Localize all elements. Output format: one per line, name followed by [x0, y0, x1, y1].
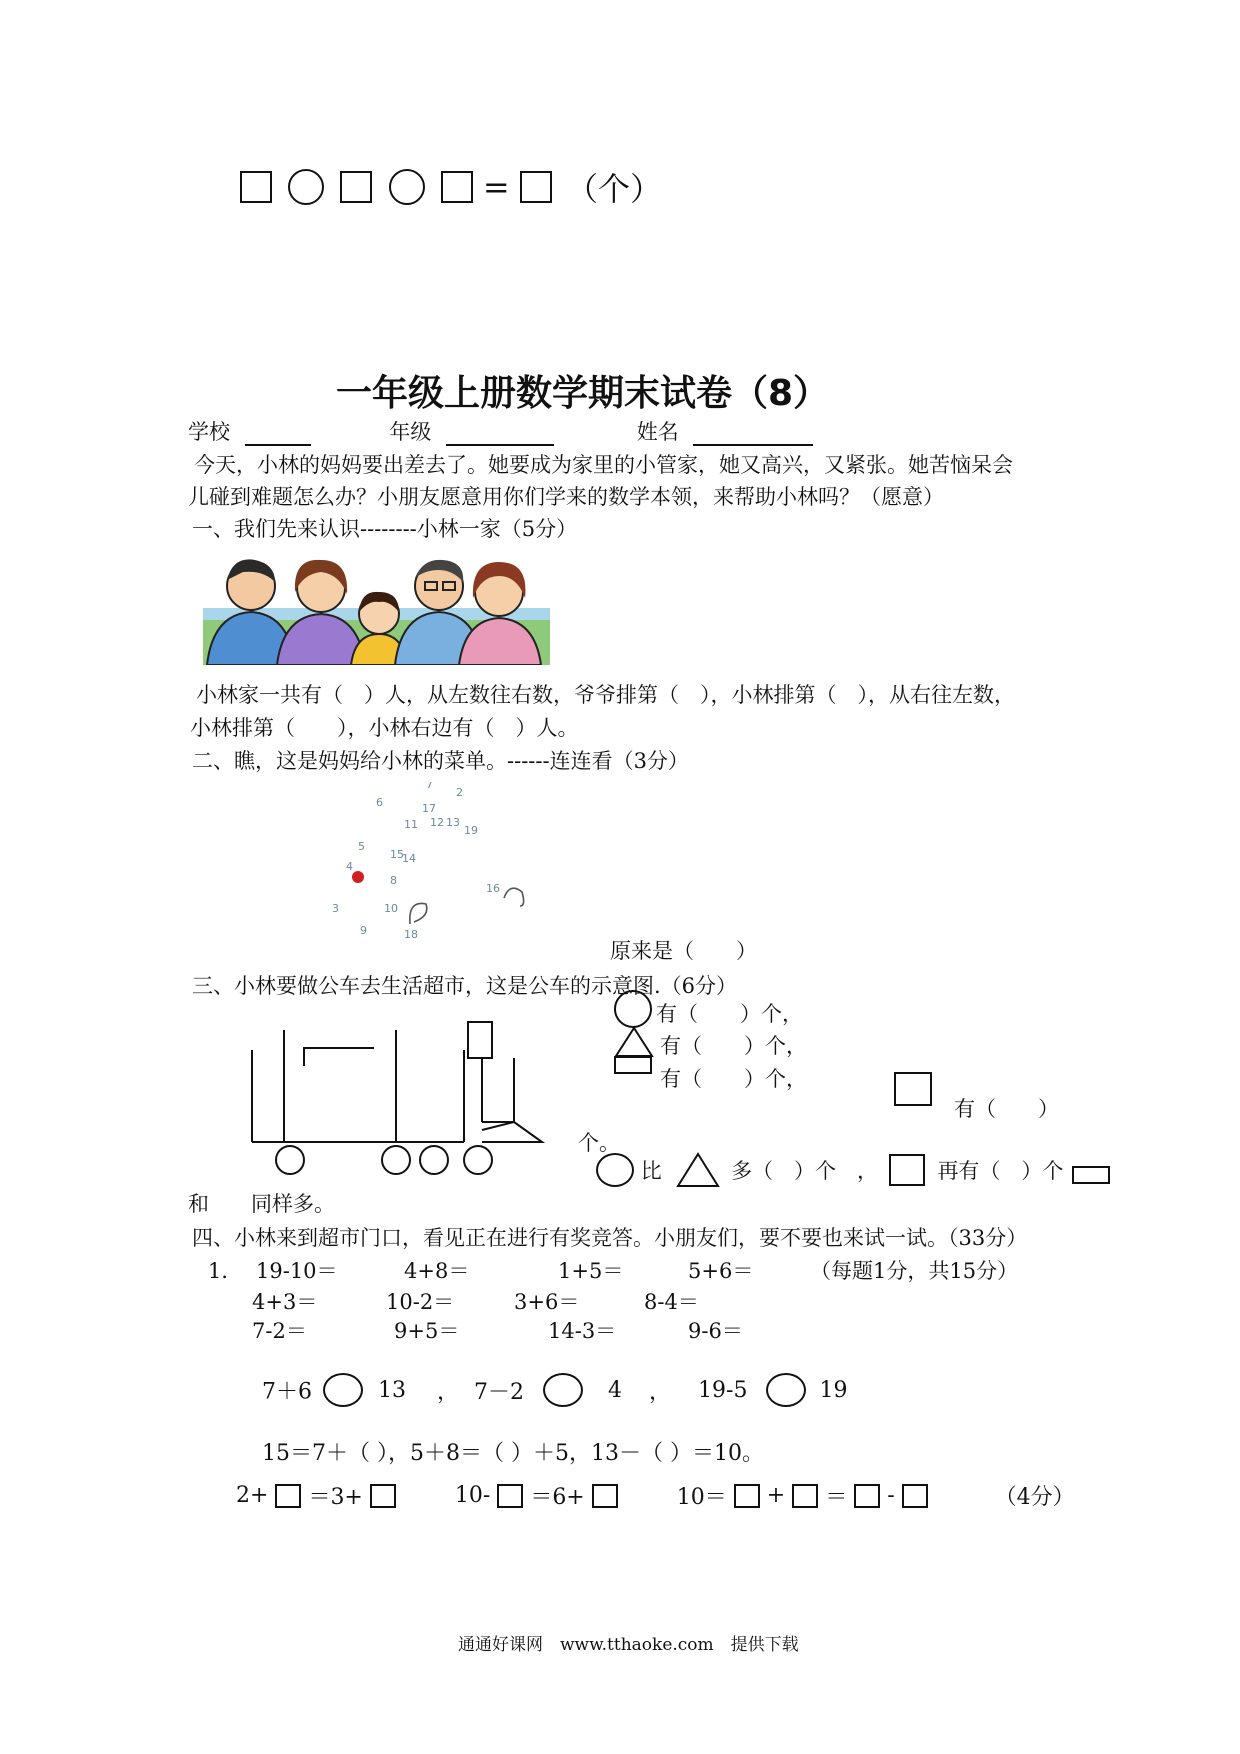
unit-label: （个）: [566, 170, 663, 208]
answer-box[interactable]: [497, 1484, 523, 1508]
compare-again: 再有（ ）个: [937, 1159, 1064, 1183]
rectangle-shape: [1072, 1166, 1110, 1184]
compare-right: 4: [608, 1377, 623, 1403]
box-row: [236, 1480, 1075, 1511]
question-line: 小林排第（ ），小林右边有（ ）人。: [190, 716, 579, 740]
compare-left: 7＋6: [262, 1379, 312, 1405]
dot-label-6: 6: [376, 796, 383, 809]
compare-circle[interactable]: [766, 1373, 806, 1407]
answer-box[interactable]: [902, 1484, 928, 1508]
dot-to-dot-puzzle: [322, 782, 542, 946]
compare-line: [596, 1152, 1063, 1188]
arith-item[interactable]: 19-10＝: [256, 1259, 338, 1283]
section-heading: 三、小林要做公车去生活超市，这是公车的示意图.（6分）: [192, 974, 738, 998]
dot-label-7: 7: [426, 782, 433, 791]
blank-square[interactable]: [441, 171, 473, 203]
dot-label-16: 16: [486, 882, 500, 895]
arith-item[interactable]: 9-6＝: [688, 1319, 743, 1343]
dot-label-19: 19: [464, 824, 478, 837]
separator: ，: [649, 1379, 672, 1405]
compare-right: 13: [378, 1377, 406, 1403]
dot-label-4: 4: [346, 860, 353, 873]
section-heading: 一、我们先来认识--------小林一家（5分）: [192, 517, 578, 541]
compare-circle[interactable]: [323, 1373, 363, 1407]
compare-right: 19: [819, 1377, 848, 1403]
arith-item[interactable]: 3+6＝: [514, 1290, 580, 1314]
compare-left: 7－2: [474, 1379, 525, 1405]
compare-same: 和 同样多。: [188, 1192, 335, 1216]
square-count-line: 有（ ）: [954, 1097, 1059, 1121]
answer-box[interactable]: [275, 1484, 301, 1508]
dot-label-13: 13: [446, 816, 460, 829]
box-text: 10＝: [676, 1485, 727, 1510]
top-equation: [240, 164, 662, 210]
box-text: -: [887, 1483, 895, 1508]
box-text: ＝3+: [308, 1485, 363, 1510]
grade-field[interactable]: [446, 424, 554, 446]
intro-line: 儿碰到难题怎么办？小朋友愿意用你们学来的数学本领，来帮助小林吗？（愿意）: [188, 485, 944, 509]
answer-box[interactable]: [792, 1484, 818, 1508]
arith-item[interactable]: 8-4＝: [644, 1290, 699, 1314]
name-label: 姓名: [636, 420, 679, 444]
compare-bi: 比: [640, 1159, 662, 1183]
separator: ，: [437, 1379, 460, 1405]
box-text: ＝6+: [530, 1485, 585, 1510]
arith-item[interactable]: 7-2＝: [252, 1319, 307, 1343]
box-text: +: [766, 1483, 786, 1508]
dot-marker: [352, 871, 364, 883]
dot-label-14: 14: [402, 852, 416, 865]
arith-item[interactable]: 9+5＝: [394, 1319, 460, 1343]
school-field[interactable]: [245, 424, 311, 446]
compare-left: 19-5: [698, 1377, 748, 1403]
compare-circle[interactable]: [543, 1373, 583, 1407]
info-line: [188, 416, 813, 446]
answer-line: 原来是（ ）: [610, 939, 757, 963]
circle-count-line: 有（ ）个，: [656, 1002, 803, 1026]
dot-label-2: 2: [456, 786, 463, 799]
section-heading: 四、小林来到超市门口，看见正在进行有奖竞答。小朋友们，要不要也来试一试。（33分）: [192, 1226, 1028, 1250]
question-number: 1．: [208, 1259, 243, 1283]
dot-label-5: 5: [358, 840, 365, 853]
arith-item[interactable]: 10-2＝: [386, 1290, 455, 1314]
question-line: 小林家一共有（ ）人，从左数往右数，爷爷排第（ ），小林排第（ ），从右往左数，: [196, 683, 1015, 707]
equals-sign: =: [482, 168, 510, 206]
dot-label-10: 10: [384, 902, 398, 915]
rectangle-shape: [614, 1056, 652, 1074]
box-text: 2+: [236, 1483, 269, 1508]
square-shape: [889, 1154, 925, 1186]
footer: 通通好课网 www.tthaoke.com 提供下载: [458, 1635, 799, 1655]
answer-box[interactable]: [734, 1484, 760, 1508]
unit-text: 个。: [578, 1131, 620, 1155]
section-heading: 二、瞧，这是妈妈给小林的菜单。------连连看（3分）: [192, 749, 689, 773]
dot-label-17: 17: [422, 802, 436, 815]
box-text: 10-: [454, 1483, 491, 1508]
family-illustration: [203, 548, 550, 665]
bus-diagram: [246, 1010, 552, 1176]
compare-row: [262, 1373, 847, 1407]
dot-label-18: 18: [404, 928, 418, 941]
blank-square[interactable]: [340, 171, 372, 203]
box-text: ＝: [825, 1485, 848, 1510]
dot-label-15: 15: [390, 848, 404, 861]
circle-shape: [596, 1153, 634, 1187]
dot-label-3: 3: [332, 902, 339, 915]
school-label: 学校: [188, 420, 230, 444]
triangle-shape: [614, 1026, 654, 1058]
puzzle-stroke: [504, 888, 524, 906]
arith-item[interactable]: 5+6＝: [688, 1259, 754, 1283]
answer-box[interactable]: [370, 1484, 396, 1508]
arith-item[interactable]: 4+8＝: [404, 1259, 470, 1283]
arith-item[interactable]: 1+5＝: [558, 1259, 624, 1283]
score-text: （4分）: [994, 1485, 1075, 1510]
score-note: （每题1分，共15分）: [810, 1259, 1019, 1283]
dot-label-12: 12: [430, 816, 444, 829]
name-field[interactable]: [693, 424, 813, 446]
operator-circle[interactable]: [389, 169, 425, 205]
blank-square[interactable]: [240, 171, 272, 203]
arith-item[interactable]: 4+3＝: [252, 1290, 318, 1314]
circle-shape: [614, 990, 652, 1028]
rectangle-count-line: 有（ ）个，: [660, 1067, 807, 1091]
answer-square[interactable]: [520, 171, 552, 203]
dot-label-11: 11: [404, 818, 418, 831]
page-title: 一年级上册数学期末试卷（8）: [336, 373, 830, 414]
fill-line[interactable]: 15＝7＋（ ），5＋8＝（ ）＋5，13－（ ）＝10。: [262, 1441, 764, 1466]
triangle-shape: [676, 1152, 720, 1188]
intro-line: 今天，小林的妈妈要出差去了。她要成为家里的小管家，她又高兴，又紧张。她苦恼呆会: [194, 453, 1013, 477]
answer-box[interactable]: [592, 1484, 618, 1508]
dot-label-9: 9: [360, 924, 367, 937]
square-shape: [894, 1072, 932, 1106]
compare-more: 多（ ）个 ，: [731, 1159, 879, 1183]
operator-circle[interactable]: [288, 169, 324, 205]
triangle-count-line: 有（ ）个，: [660, 1034, 807, 1058]
answer-box[interactable]: [854, 1484, 880, 1508]
puzzle-stroke: [410, 903, 427, 924]
arith-item[interactable]: 14-3＝: [548, 1319, 617, 1343]
grade-label: 年级: [389, 420, 432, 444]
dot-label-8: 8: [390, 874, 397, 887]
